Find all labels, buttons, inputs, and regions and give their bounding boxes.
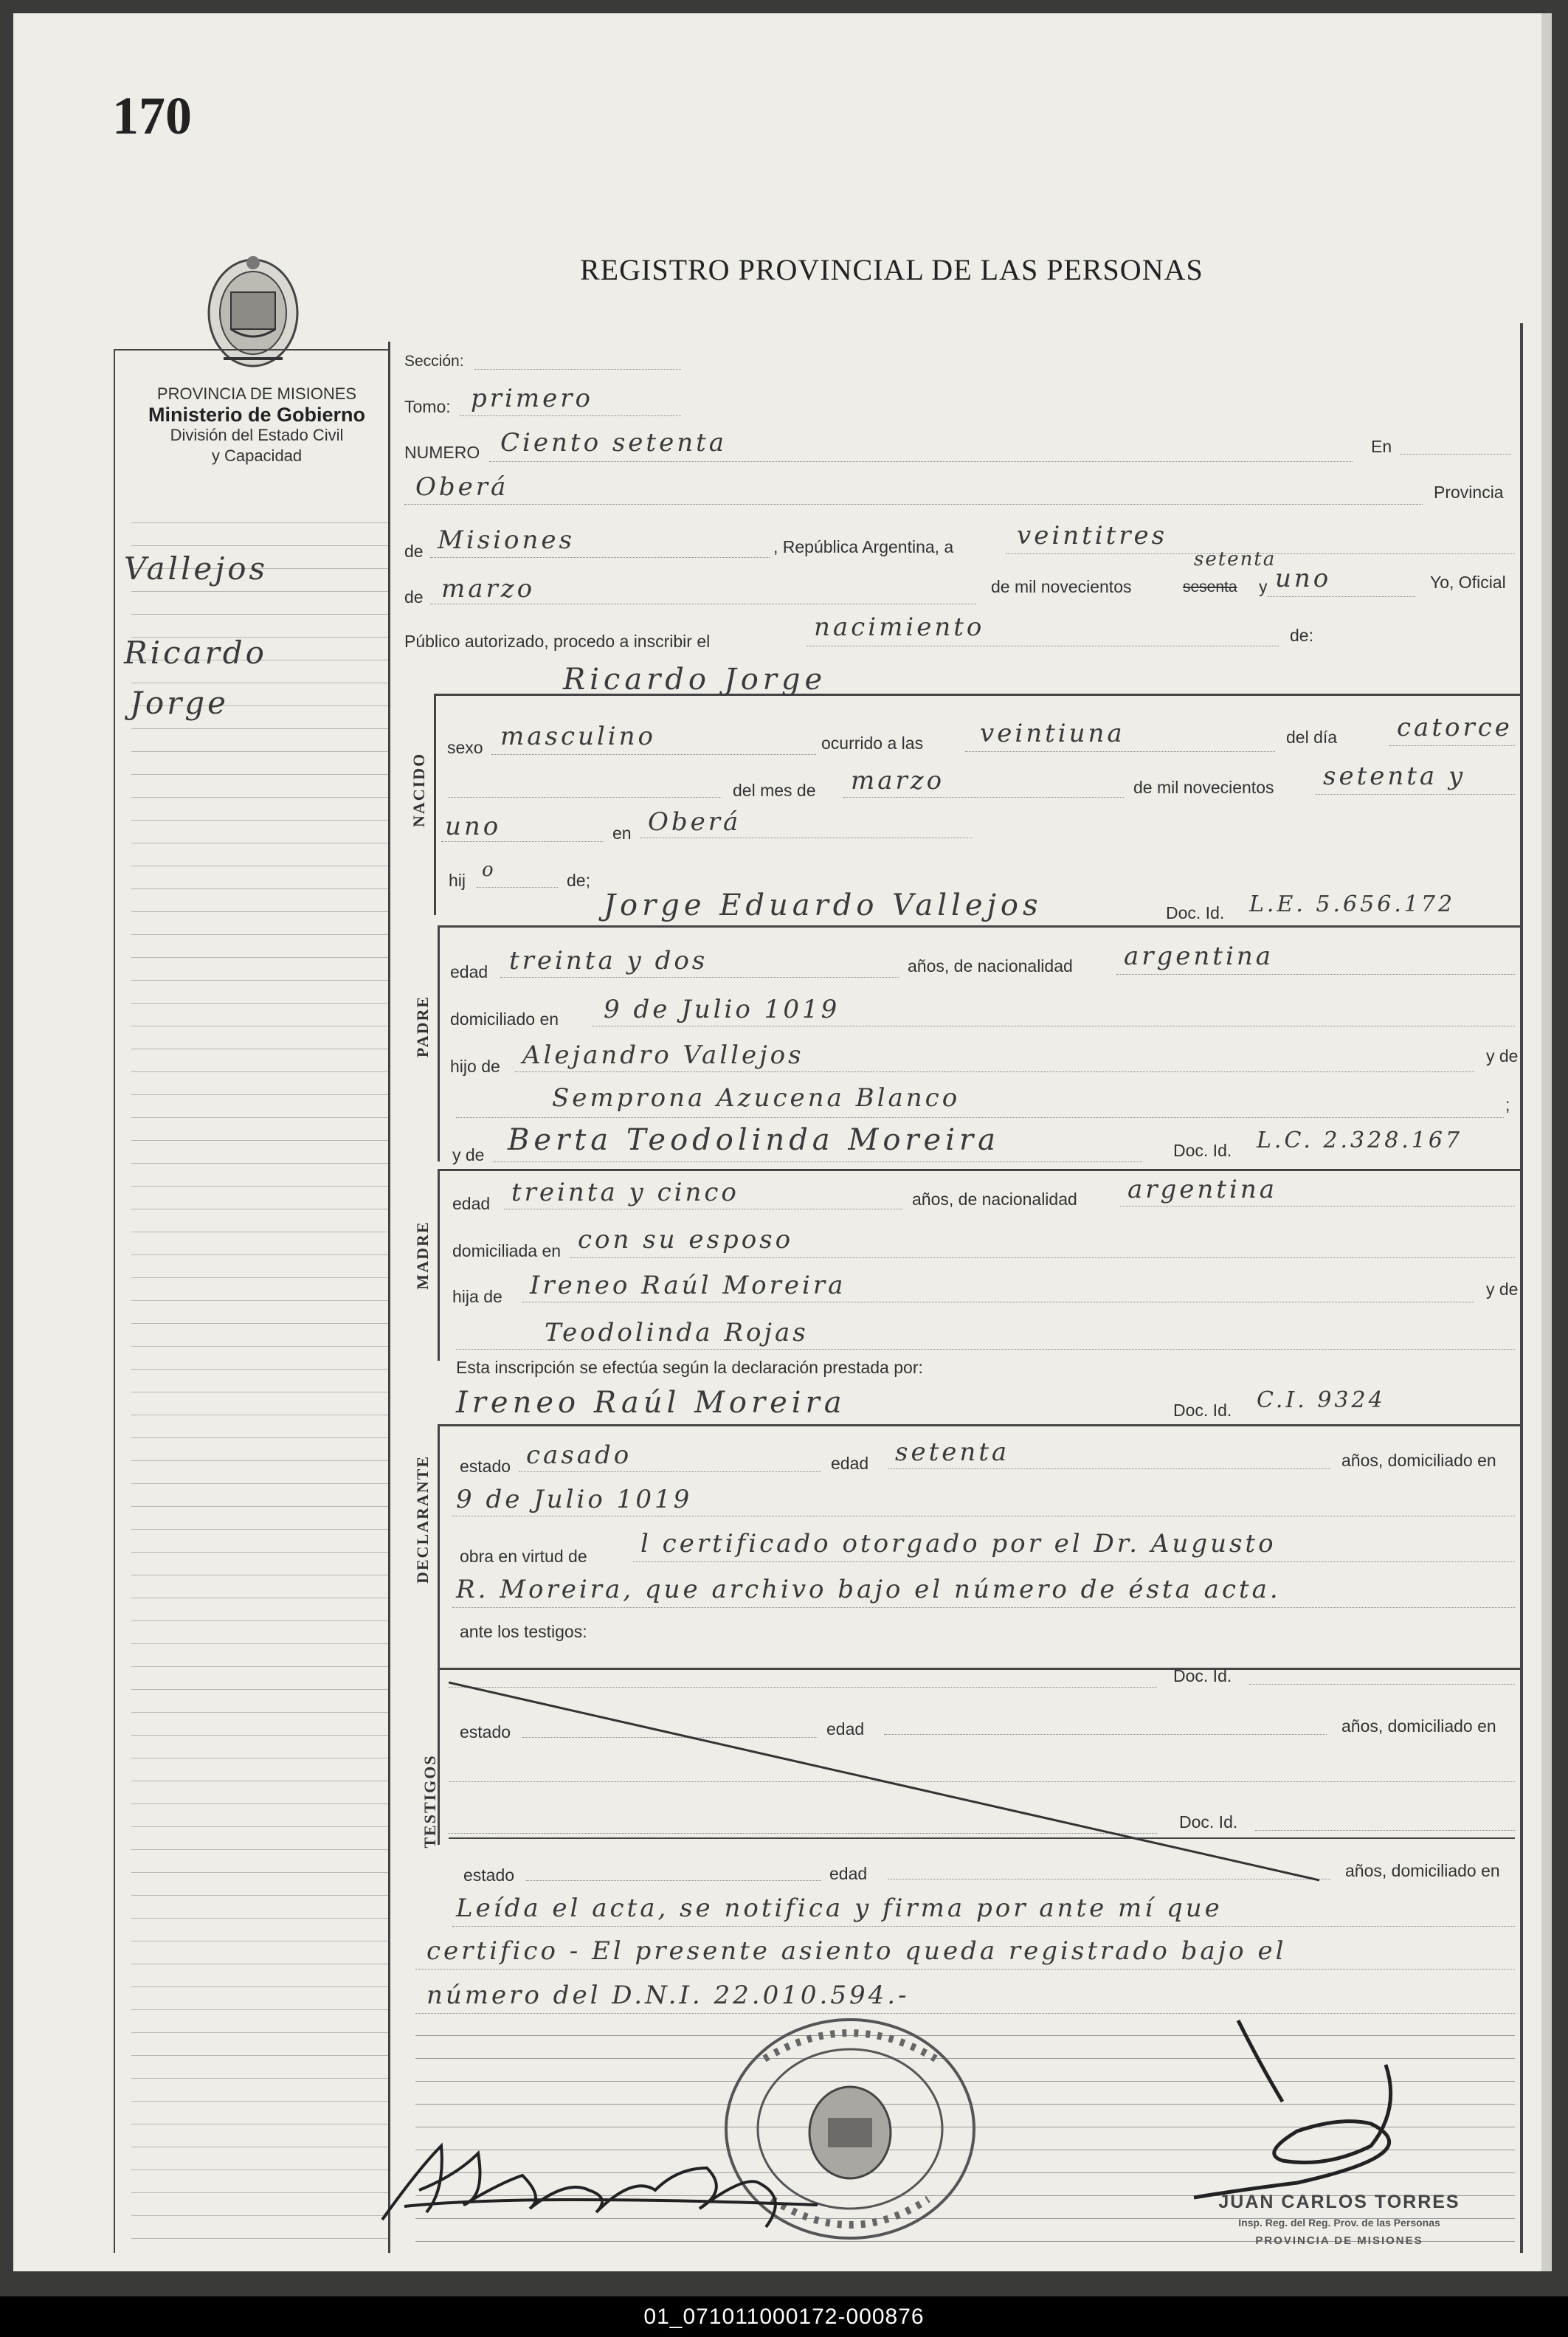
del-mes-label: del mes de <box>733 781 816 800</box>
obra-value-2: R. Moreira, que archivo bajo el número de ésta acta. <box>456 1575 1281 1604</box>
declarant-address-value: 9 de Julio 1019 <box>456 1485 693 1514</box>
blank-line <box>449 797 722 798</box>
margin-rule-line <box>131 1186 388 1187</box>
del-dia-label: del día <box>1286 728 1338 747</box>
division-name: División del Estado Civil <box>170 426 344 444</box>
margin-rule-line <box>131 2055 388 2056</box>
margin-rule-line <box>131 1369 388 1370</box>
domiciliada-label: domiciliada en <box>452 1241 562 1260</box>
declarant-doc-label: Doc. Id. <box>1173 1401 1232 1420</box>
province-line <box>430 557 770 558</box>
obra-line-2 <box>452 1607 1515 1608</box>
father-age-line <box>500 977 899 978</box>
margin-surname: Vallejos <box>124 550 269 587</box>
margin-rule-line <box>131 1826 388 1827</box>
struck-sesenta: sesenta <box>1183 579 1237 596</box>
declarant-doc-value: C.I. 9324 <box>1257 1387 1386 1413</box>
declarante-label: DECLARANTE <box>413 1454 432 1584</box>
margin-rule-line <box>131 1094 388 1095</box>
right-border <box>1520 323 1523 2253</box>
nacionalidad-label: años, de nacionalidad <box>908 956 1073 976</box>
mes-line <box>843 797 1124 798</box>
margin-rule-line <box>131 980 388 981</box>
division-name-2: y Capacidad <box>211 446 303 465</box>
ministry-name: Ministerio de Gobierno <box>148 404 366 426</box>
margin-rule-line <box>131 1529 388 1530</box>
declarant-edad-label: edad <box>831 1454 869 1473</box>
witness1-doc-label: Doc. Id. <box>1173 1666 1232 1685</box>
hij-suffix: o <box>482 859 497 881</box>
mother-address-value: con su esposo <box>578 1225 794 1254</box>
mother-y-de-label-2: y de <box>1486 1280 1519 1299</box>
y-de-label: y de <box>1486 1046 1519 1066</box>
father-doc-label: Doc. Id. <box>1166 903 1225 922</box>
padre-bracket <box>438 925 440 1161</box>
estado-label: estado <box>460 1457 511 1476</box>
margin-rule-line <box>131 751 388 752</box>
witness2-anios-label: años, domiciliado en <box>1345 1861 1500 1880</box>
ministry-header <box>117 384 397 466</box>
closing-line-3: número del D.N.I. 22.010.594.- <box>426 1981 910 2010</box>
province-value: Misiones <box>438 525 575 555</box>
margin-rule-line <box>131 1735 388 1736</box>
declarant-name-value: Ireneo Raúl Moreira <box>456 1386 846 1420</box>
madre-label: MADRE <box>413 1221 432 1290</box>
mother-nacionalidad-label: años, de nacionalidad <box>912 1190 1077 1209</box>
official-title: Insp. Reg. del Reg. Prov. de las Personas <box>1238 2217 1440 2229</box>
obra-line-1 <box>633 1561 1515 1562</box>
declarante-top-rule <box>438 1424 1520 1426</box>
testigos-label: TESTIGOS <box>421 1754 439 1848</box>
margin-rule-line <box>131 1163 388 1164</box>
declarant-status-line <box>519 1471 821 1472</box>
register-title: REGISTRO PROVINCIAL DE LAS PERSONAS <box>580 253 1203 286</box>
margin-rule-line <box>131 1140 388 1141</box>
void-strike-line <box>449 1674 1334 1895</box>
mil-novecientos-label: de mil novecientos <box>991 577 1132 596</box>
margin-rule-line <box>131 1666 388 1667</box>
numero-line <box>489 461 1353 462</box>
margin-rule-line <box>131 797 388 798</box>
mother-doc-label: Doc. Id. <box>1173 1141 1232 1160</box>
father-age-value: treinta y dos <box>509 946 708 976</box>
father-nationality-line <box>1116 974 1515 975</box>
maternal-grandfather-value: Ireneo Raúl Moreira <box>530 1271 846 1300</box>
margin-rule-line <box>131 2215 388 2216</box>
margin-rule-line <box>131 911 388 912</box>
margin-rule-line <box>131 1460 388 1461</box>
left-border <box>114 349 115 2253</box>
place-value: Oberá <box>415 472 509 502</box>
nacido-label: NACIDO <box>410 752 428 827</box>
margin-rule-line <box>131 1117 388 1118</box>
margin-rule-line <box>131 1895 388 1896</box>
margin-rule-line <box>131 2032 388 2033</box>
official-name: JUAN CARLOS TORRES <box>1218 2192 1460 2212</box>
margin-rule-line <box>131 1437 388 1438</box>
edad-label: edad <box>450 962 488 981</box>
mother-age-value: treinta y cinco <box>511 1178 739 1207</box>
mother-edad-label: edad <box>452 1194 491 1213</box>
numero-value: Ciento setenta <box>500 428 728 458</box>
dia-line <box>1389 745 1515 746</box>
father-nationality-value: argentina <box>1124 942 1274 971</box>
margin-rule-line <box>131 1849 388 1850</box>
obra-label: obra en virtud de <box>460 1547 587 1566</box>
margin-rule-line <box>131 1643 388 1644</box>
margin-given-name-1: Ricardo <box>124 635 267 671</box>
closing-underline-2 <box>415 1969 1515 1970</box>
ante-testigos-label: ante los testigos: <box>460 1622 587 1641</box>
declarant-age-value: setenta <box>895 1437 1010 1467</box>
witness2-edad-label: edad <box>829 1864 868 1883</box>
place-line <box>404 504 1423 505</box>
margin-rule-line <box>131 545 388 546</box>
page-number: 170 <box>112 86 192 145</box>
margin-rule-line <box>131 888 388 889</box>
de-label-1: de <box>404 542 424 561</box>
witness1-anios-label: años, domiciliado en <box>1341 1716 1496 1736</box>
tomo-label: Tomo: <box>404 397 451 416</box>
mother-name-value: Berta Teodolinda Moreira <box>508 1123 1000 1157</box>
de-colon-label: de: <box>1290 626 1313 645</box>
mes-value: marzo <box>851 766 945 795</box>
margin-rule-line <box>131 1506 388 1507</box>
en-label: En <box>1371 437 1392 456</box>
maternal-grandmother-line <box>456 1349 1515 1350</box>
anios-domiciliado-label: años, domiciliado en <box>1341 1451 1496 1470</box>
witness1-edad-label: edad <box>826 1719 865 1739</box>
father-address-value: 9 de Julio 1019 <box>604 995 840 1024</box>
madre-bracket <box>438 1169 440 1361</box>
nacido-place-value: Oberá <box>648 807 742 837</box>
mother-y-de-label: y de <box>452 1145 485 1164</box>
closing-underline-1 <box>452 1926 1515 1927</box>
dia-value: catorce <box>1397 713 1513 742</box>
sexo-line <box>491 754 816 755</box>
margin-rule-line <box>131 2009 388 2010</box>
margin-rule-line <box>131 2101 388 2102</box>
inserted-setenta: setenta <box>1194 548 1277 570</box>
paternal-grandfather-line <box>515 1071 1474 1072</box>
domiciliado-label: domiciliado en <box>450 1009 559 1029</box>
margin-rule-line <box>131 1300 388 1301</box>
oficial-label: Yo, Oficial <box>1430 573 1506 592</box>
de-label-3: de; <box>567 871 590 890</box>
mother-doc-value: L.C. 2.328.167 <box>1257 1128 1463 1153</box>
margin-rule-line <box>131 2078 388 2079</box>
hij-label: hij <box>449 871 466 890</box>
tomo-value: primero <box>471 384 593 413</box>
paternal-grandfather-value: Alejandro Vallejos <box>522 1040 804 1070</box>
y-label: y <box>1259 577 1268 596</box>
margin-rule-line <box>131 728 388 729</box>
republica-label: , República Argentina, a <box>773 537 954 556</box>
margin-rule-line <box>131 1323 388 1324</box>
padre-top-rule <box>438 925 1520 928</box>
month-value: marzo <box>441 574 536 604</box>
declarant-signature <box>375 2124 832 2242</box>
de-label-2: de <box>404 587 424 607</box>
tomo-line <box>460 415 681 416</box>
margin-rule-line <box>131 1918 388 1919</box>
register-page <box>13 13 1552 2271</box>
declarante-bracket <box>438 1424 440 1668</box>
anio-value-2: uno <box>445 812 502 841</box>
margin-rule-line <box>131 1483 388 1484</box>
seccion-line <box>474 369 681 370</box>
publico-label: Público autorizado, procedo a inscribir el <box>404 632 711 651</box>
hija-de-label: hija de <box>452 1287 502 1306</box>
year-unit-line <box>1268 596 1415 597</box>
official-signature <box>1150 2006 1460 2205</box>
padre-label: PADRE <box>413 995 432 1058</box>
margin-rule-line <box>131 1712 388 1713</box>
day-value: veintitres <box>1017 521 1168 550</box>
en-label-2: en <box>612 824 632 843</box>
mil-novecientos-label-2: de mil novecientos <box>1133 778 1274 797</box>
left-top-rule <box>114 349 388 351</box>
father-name-value: Jorge Eduardo Vallejos <box>604 888 1043 922</box>
seccion-label: Sección: <box>404 353 464 370</box>
semicolon: ; <box>1505 1095 1510 1114</box>
margin-rule-line <box>131 1071 388 1072</box>
declarant-status-value: casado <box>526 1440 632 1470</box>
margin-rule-line <box>131 2169 388 2170</box>
madre-top-rule <box>438 1169 1520 1171</box>
margin-rule-line <box>131 1003 388 1004</box>
margin-rule-line <box>131 957 388 958</box>
margin-rule-line <box>131 591 388 592</box>
ocurrido-label: ocurrido a las <box>821 733 924 753</box>
sexo-label: sexo <box>447 738 483 757</box>
margin-rule-line <box>131 1346 388 1347</box>
margin-rule-line <box>131 522 388 523</box>
declaracion-label: Esta inscripción se efectúa según la declaración prestada por: <box>456 1358 923 1377</box>
closing-line-2: certifico - El presente asiento queda registrado bajo el <box>426 1936 1287 1966</box>
margin-rule-line <box>131 1620 388 1621</box>
act-type-value: nacimiento <box>814 612 985 642</box>
hijo-de-label: hijo de <box>450 1057 500 1076</box>
anio-line <box>1316 794 1515 795</box>
mother-address-line <box>570 1257 1515 1258</box>
father-doc-value: L.E. 5.656.172 <box>1249 891 1456 917</box>
margin-rule-line <box>131 1872 388 1873</box>
image-filename-caption: 01_071011000172-000876 <box>0 2296 1568 2337</box>
margin-rule-line <box>131 1986 388 1987</box>
margin-rule-line <box>131 1552 388 1553</box>
paternal-grandmother-value: Semprona Azucena Blanco <box>552 1083 961 1113</box>
margin-rule-line <box>131 1277 388 1278</box>
margin-rule-line <box>131 1254 388 1255</box>
provincia-label: Provincia <box>1434 483 1504 502</box>
margin-rule-line <box>131 934 388 935</box>
margin-rule-line <box>131 774 388 775</box>
margin-rule-line <box>131 2192 388 2193</box>
en-line <box>1401 454 1511 455</box>
hij-line <box>477 887 558 888</box>
nacido-bracket <box>434 694 436 915</box>
witness1-estado-label: estado <box>460 1722 511 1741</box>
margin-rule-line <box>131 820 388 821</box>
numero-label: NUMERO <box>404 443 480 462</box>
sexo-value: masculino <box>500 722 657 751</box>
margin-given-name-2: Jorge <box>130 685 229 721</box>
official-province: PROVINCIA DE MISIONES <box>1255 2234 1423 2247</box>
mother-nationality-line <box>1120 1206 1515 1207</box>
hour-line <box>965 751 1275 752</box>
maternal-grandmother-value: Teodolinda Rojas <box>545 1318 809 1347</box>
province-name: PROVINCIA DE MISIONES <box>156 384 357 403</box>
mother-name-line <box>493 1161 1142 1162</box>
margin-rule-line <box>131 614 388 615</box>
hour-value: veintiuna <box>980 719 1125 748</box>
anio-line-2 <box>441 841 604 842</box>
mother-nationality-value: argentina <box>1127 1175 1278 1204</box>
margin-rule-line <box>131 2238 388 2239</box>
witness2-doc-label: Doc. Id. <box>1179 1812 1238 1832</box>
paternal-grandmother-line <box>456 1117 1504 1118</box>
declarant-age-line <box>888 1468 1330 1469</box>
provincial-coat-of-arms-icon <box>201 248 305 373</box>
testigos-top-rule <box>438 1668 1520 1670</box>
obra-value-1: l certificado otorgado por el Dr. Augusto <box>640 1529 1277 1558</box>
witness2-estado-label: estado <box>463 1865 515 1885</box>
margin-rule-line <box>131 1689 388 1690</box>
margin-rule-line <box>131 1803 388 1804</box>
year-unit-value: uno <box>1275 564 1332 593</box>
child-name-value: Ricardo Jorge <box>563 663 827 697</box>
anio-value: setenta y <box>1323 762 1466 791</box>
column-divider <box>388 342 390 2253</box>
closing-line-1: Leída el acta, se notifica y firma por ante mí que <box>456 1894 1223 1923</box>
